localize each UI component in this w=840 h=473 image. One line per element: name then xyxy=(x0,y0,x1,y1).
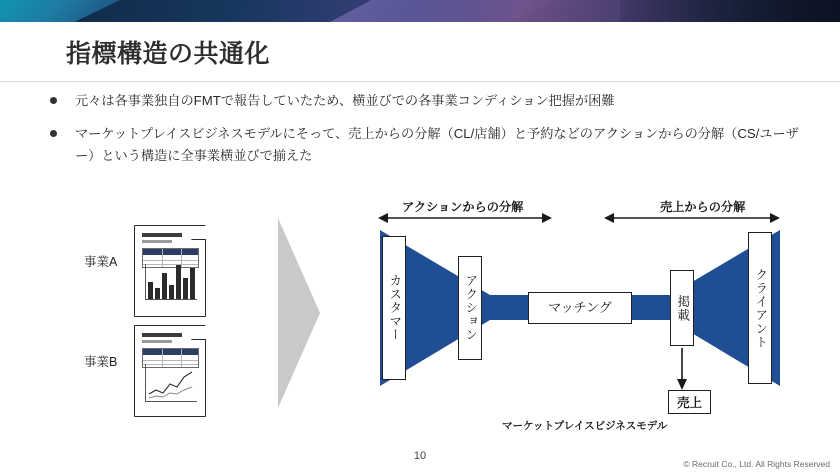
sales-box: 売上 xyxy=(668,390,711,414)
diagram-area xyxy=(0,190,840,445)
doc-b-line-chart xyxy=(145,364,197,402)
marketplace-funnel xyxy=(370,190,790,445)
list-item xyxy=(46,123,806,166)
copyright-footer: © Recruit Co., Ltd. All Rights Reserved xyxy=(683,459,830,469)
right-arrow-label: 売上からの分解 xyxy=(660,200,746,214)
slide-top-band xyxy=(0,0,840,22)
bullet-text: 元々は各事業独自のFMTで報告していたため、横並びでの各事業コンディション把握が困難 xyxy=(75,93,615,108)
band-gradient-dark xyxy=(620,0,840,22)
funnel-box-customer: カスタマー xyxy=(382,236,406,380)
funnel-box-action: アクション xyxy=(458,256,482,360)
doc-a-bar-chart xyxy=(145,264,197,300)
funnel-box-client: クライアント xyxy=(748,232,772,384)
doc-table-row xyxy=(143,260,198,261)
doc-table-header xyxy=(143,249,198,255)
doc-a xyxy=(134,225,206,317)
doc-b xyxy=(134,325,206,417)
page-title: 指標構造の共通化 xyxy=(66,40,271,68)
sales-arrow-icon xyxy=(666,348,726,394)
transition-arrow-icon xyxy=(278,218,320,408)
bullet-text: マーケットプレイスビジネスモデルにそって、売上からの分解（CL/店舗）と予約などのアクションからの分解（CS/ユーザー）という構造に全事業横並びで揃えた xyxy=(75,126,799,163)
doc-title-line xyxy=(142,233,182,237)
doc-table-row xyxy=(143,360,198,361)
list-item xyxy=(46,90,806,111)
bullet-list xyxy=(46,90,806,178)
doc-title-line xyxy=(142,333,182,337)
funnel-box-posting: 掲載 xyxy=(670,270,694,346)
title-divider xyxy=(0,81,840,82)
bullet-dot-icon xyxy=(50,130,57,137)
funnel-caption: マーケットプレイスビジネスモデル xyxy=(502,420,668,432)
bullet-dot-icon xyxy=(50,97,57,104)
page-number: 10 xyxy=(413,450,427,462)
funnel-box-matching: マッチング xyxy=(528,292,632,324)
doc-b-label: 事業B xyxy=(84,355,118,369)
doc-table-header xyxy=(143,349,198,355)
left-arrow-label: アクションからの分解 xyxy=(402,200,524,214)
doc-subtitle-line xyxy=(142,240,172,243)
doc-a-label: 事業A xyxy=(84,255,118,269)
doc-subtitle-line xyxy=(142,340,172,343)
